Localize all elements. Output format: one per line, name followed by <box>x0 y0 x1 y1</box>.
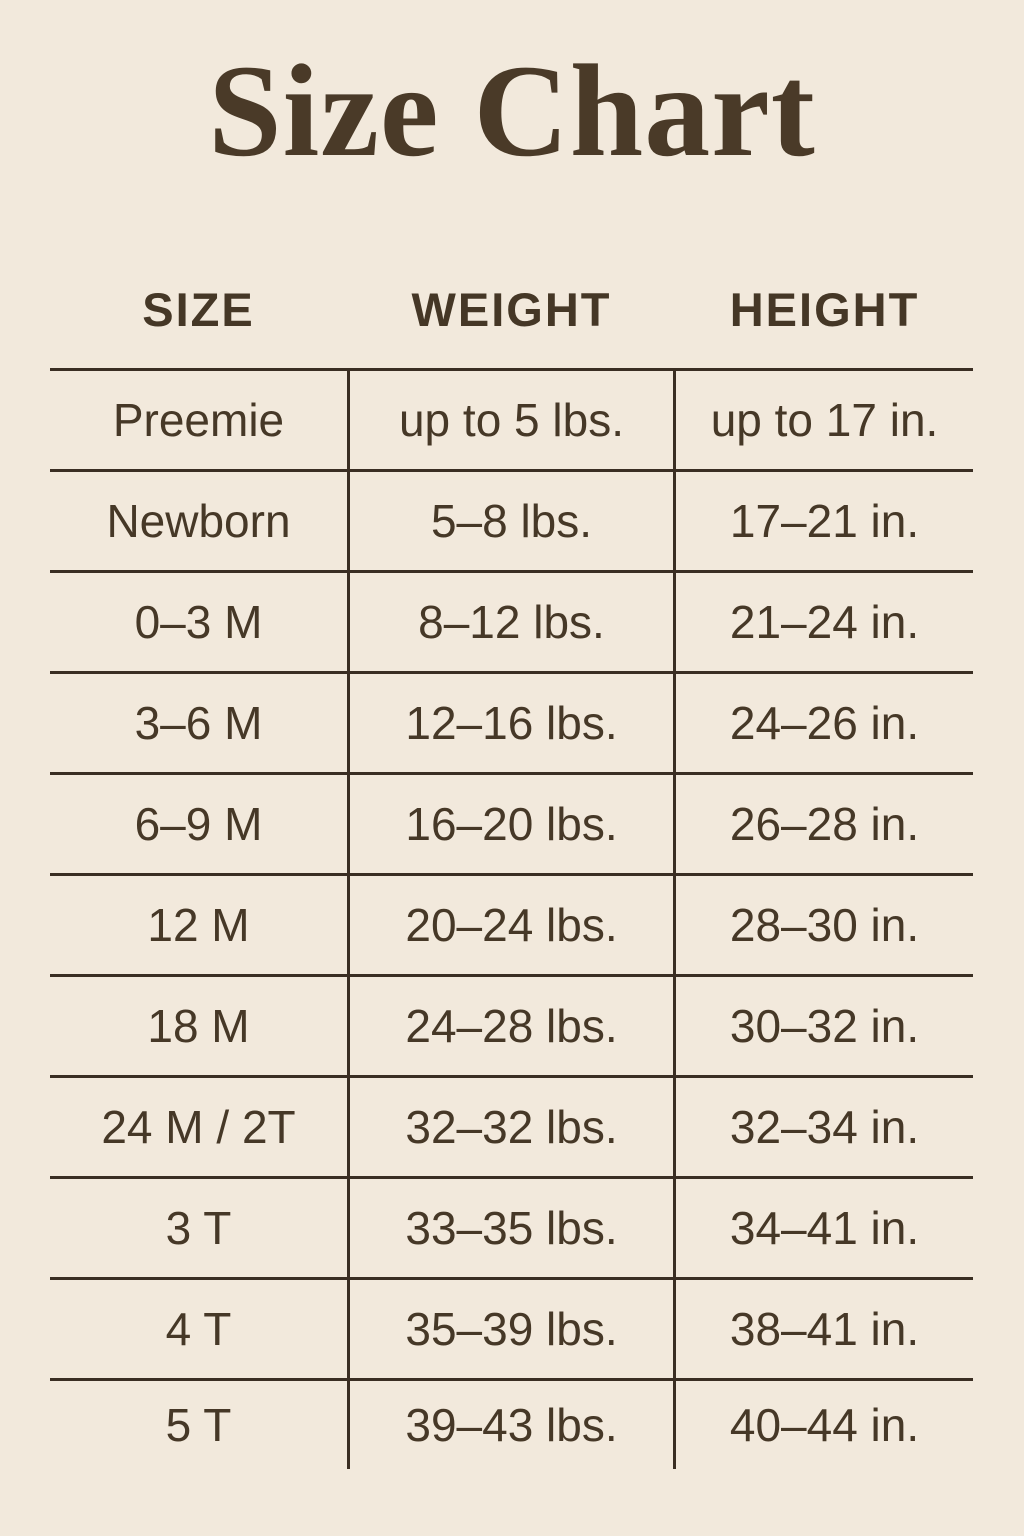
column-header-weight: WEIGHT <box>411 283 612 336</box>
table-cell: 38–41 in. <box>729 1303 920 1355</box>
table-row <box>50 573 973 674</box>
table-cell: up to 5 lbs. <box>347 371 676 469</box>
table-row <box>50 876 973 977</box>
table-cell: 12–16 lbs. <box>347 674 676 772</box>
table-cell: 12 M <box>147 899 250 951</box>
table-row <box>50 977 973 1078</box>
table-cell: 21–24 in. <box>729 596 920 648</box>
table-cell: 24 M / 2T <box>101 1101 296 1153</box>
table-cell: 35–39 lbs. <box>347 1280 676 1378</box>
table-header-row <box>50 282 973 337</box>
column-header-size: SIZE <box>142 283 255 336</box>
table-cell: 32–34 in. <box>729 1101 920 1153</box>
table-cell: 5 T <box>165 1399 232 1451</box>
table-cell: 8–12 lbs. <box>347 573 676 671</box>
table-cell: 33–35 lbs. <box>347 1179 676 1277</box>
table-cell: Newborn <box>106 495 291 547</box>
table-row <box>50 472 973 573</box>
table-row <box>50 775 973 876</box>
page-title: Size Chart <box>208 37 816 184</box>
table-row <box>50 1280 973 1381</box>
table-row <box>50 371 973 472</box>
table-cell: 6–9 M <box>134 798 263 850</box>
table-cell: 32–32 lbs. <box>347 1078 676 1176</box>
table-cell: 26–28 in. <box>729 798 920 850</box>
table-row <box>50 1078 973 1179</box>
size-table <box>50 368 973 1469</box>
table-row <box>50 674 973 775</box>
table-cell: 18 M <box>147 1000 250 1052</box>
table-cell: 24–28 lbs. <box>347 977 676 1075</box>
table-cell: 0–3 M <box>134 596 263 648</box>
table-cell: 40–44 in. <box>729 1399 920 1451</box>
table-cell: 24–26 in. <box>729 697 920 749</box>
table-cell: up to 17 in. <box>710 394 939 446</box>
table-cell: 34–41 in. <box>729 1202 920 1254</box>
table-row <box>50 1179 973 1280</box>
table-cell: 17–21 in. <box>729 495 920 547</box>
table-cell: 30–32 in. <box>729 1000 920 1052</box>
table-cell: Preemie <box>112 394 285 446</box>
table-row <box>50 1381 973 1469</box>
table-cell: 3 T <box>165 1202 232 1254</box>
table-cell: 28–30 in. <box>729 899 920 951</box>
table-cell: 39–43 lbs. <box>347 1381 676 1469</box>
table-cell: 5–8 lbs. <box>347 472 676 570</box>
table-cell: 20–24 lbs. <box>347 876 676 974</box>
table-cell: 16–20 lbs. <box>347 775 676 873</box>
table-cell: 3–6 M <box>134 697 263 749</box>
table-cell: 4 T <box>165 1303 232 1355</box>
column-header-height: HEIGHT <box>729 283 920 336</box>
